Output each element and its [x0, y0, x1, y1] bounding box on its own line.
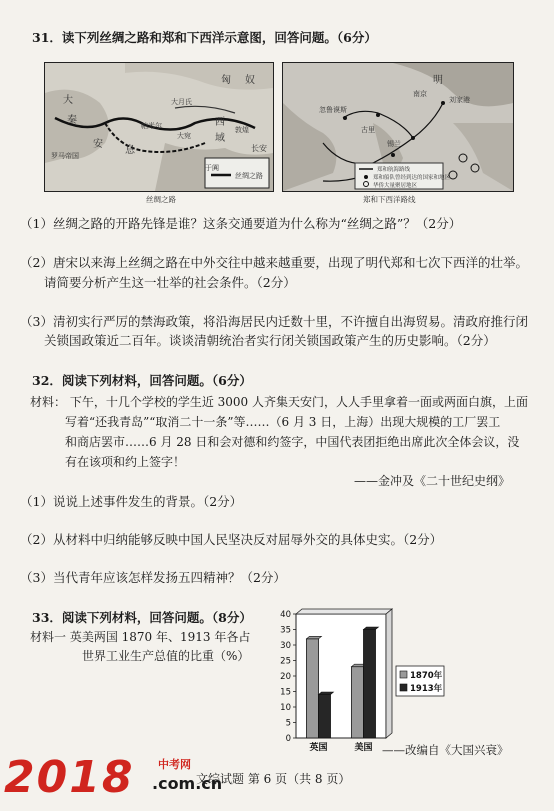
- industrial-share-bar-chart: [270, 608, 460, 758]
- category-label: 英国: [309, 743, 328, 753]
- map2-label-xilan: 锡兰: [387, 140, 401, 148]
- map1-label-xi2: 西: [215, 117, 225, 128]
- bar-top: [364, 627, 379, 630]
- y-tick-label: 30: [280, 641, 291, 651]
- map1-caption: 丝绸之路: [146, 195, 176, 204]
- map1-label-an: 安: [93, 139, 103, 150]
- bar: [364, 630, 376, 739]
- silk-road-map: [44, 62, 274, 192]
- q31-sub3-line1: （3）清初实行严厉的禁海政策，将沿海居民内迁数十里，不许擅自出海贸易。清政府推行闭: [20, 314, 528, 329]
- bar-top: [319, 692, 334, 695]
- y-tick-label: 10: [280, 703, 291, 713]
- map1-label-da: 大: [63, 95, 73, 106]
- q33-title: 33．阅读下列材料，回答问题。（8分）: [32, 610, 252, 625]
- bar: [352, 667, 364, 738]
- y-tick-label: 5: [285, 718, 291, 729]
- q31-sub1: （1）丝绸之路的开路先锋是谁？这条交通要道为什么称为“丝绸之路”？（2分）: [20, 216, 462, 231]
- q33-material-line1: 材料一 英美两国 1870 年、1913 年各占: [30, 630, 251, 644]
- y-tick-label: 15: [280, 687, 291, 698]
- category-label: 美国: [354, 743, 373, 753]
- q32-sub1: （1）说说上述事件发生的背景。（2分）: [20, 494, 243, 509]
- q33-source: ——改编自《大国兴衰》: [382, 743, 509, 757]
- logo-domain: .com.cn: [152, 774, 223, 793]
- logo-site-name: 中考网: [158, 758, 191, 771]
- q32-sub3: （3）当代青年应该怎样发扬五四精神？（2分）: [20, 570, 286, 585]
- bar: [307, 639, 319, 738]
- map1-label-dawan: 大宛: [177, 132, 191, 140]
- q32-title: 32．阅读下列材料，回答问题。（6分）: [32, 373, 252, 388]
- map1-label-qin: 秦: [67, 115, 77, 126]
- y-tick-label: 25: [280, 656, 291, 667]
- legend-swatch: [400, 684, 407, 691]
- map1-label-roman: 罗马帝国: [51, 152, 79, 160]
- q31-sub2-line1: （2）唐宋以来海上丝绸之路在中外交往中越来越重要，出现了明代郑和七次下西洋的壮举。: [20, 255, 528, 270]
- map1-label-dunhuang: 敦煌: [235, 126, 249, 134]
- map1-label-nu: 奴: [245, 75, 255, 86]
- legend-label: 1913年: [410, 684, 443, 694]
- map2-label-liujiagang: 刘家港: [449, 96, 470, 104]
- map1-legend: 丝绸之路: [235, 172, 263, 180]
- map2-legend-route: 郑和航海路线: [377, 167, 411, 173]
- q32-material-line2: 写着“还我青岛”“取消二十一条”等……（6 月 3 日，上海）出现大规模的工厂罢工: [65, 415, 501, 429]
- map1-label-pamir: 帕米尔: [141, 122, 162, 130]
- bar: [319, 695, 331, 738]
- map2-label-hormuz: 忽鲁谟斯: [319, 106, 347, 114]
- y-tick-label: 35: [280, 625, 291, 636]
- q32-material-line3: 和商店罢市……6 月 28 日和会对德和约签字，中国代表团拒绝出席此次全体会议，没: [65, 435, 520, 449]
- map1-label-xi: 息: [125, 145, 135, 156]
- q32-material-line1: 材料： 下午，十几个学校的学生近 3000 人齐集天安门，人人手里拿着一面或两面白旗，上面: [30, 395, 528, 409]
- y-tick-label: 40: [280, 610, 291, 620]
- y-tick-label: 0: [285, 734, 291, 744]
- map2-legend-reached: 郑和船队曾经到达的国家和地区: [373, 175, 451, 181]
- map2-label-ming: 明: [433, 75, 443, 86]
- bar-top: [307, 636, 322, 639]
- q32-source: ——金冲及《二十世纪史纲》: [354, 474, 511, 488]
- logo-digits: 2018: [4, 752, 135, 803]
- legend-swatch: [400, 671, 407, 678]
- zhongkao-logo: [4, 752, 223, 804]
- y-tick-label: 20: [280, 672, 291, 682]
- footer-page-info: 文综试题 第 6 页（共 8 页）: [196, 772, 351, 786]
- map1-label-yu: 域: [215, 133, 225, 144]
- q31-sub3-line2: 关锁国政策近二百年。谈谈清朝统治者实行闭关锁国政策产生的历史影响。（2分）: [44, 333, 496, 348]
- q33-material-line2: 世界工业生产总值的比重（%）: [82, 649, 250, 663]
- q32-sub2: （2）从材料中归纳能够反映中国人民坚决反对屈辱外交的具体史实。（2分）: [20, 532, 443, 547]
- map1-label-changan: 长安: [251, 144, 267, 153]
- plot-frame-side: [386, 609, 392, 738]
- map1-label-xiong: 匈: [221, 75, 231, 86]
- q32-material-line4: 有在该项和约上签字！: [65, 455, 186, 469]
- map2-label-nanjing: 南京: [413, 90, 427, 98]
- plot-frame-top: [296, 609, 392, 614]
- map2-caption: 郑和下西洋路线: [363, 195, 416, 204]
- legend-label: 1870年: [410, 671, 443, 681]
- q31-title: 31．读下列丝绸之路和郑和下西洋示意图，回答问题。（6分）: [32, 30, 377, 45]
- map2-legend-overseas: 华侨大量聚居地区: [373, 183, 418, 189]
- map2-label-guli: 古里: [361, 126, 375, 134]
- q31-sub2-line2: 请简要分析产生这一壮举的社会条件。（2分）: [44, 275, 296, 290]
- map1-label-yutian: 于阗: [205, 164, 219, 172]
- map1-label-dayuezhi: 大月氏: [171, 98, 192, 106]
- zheng-he-map: [282, 62, 514, 192]
